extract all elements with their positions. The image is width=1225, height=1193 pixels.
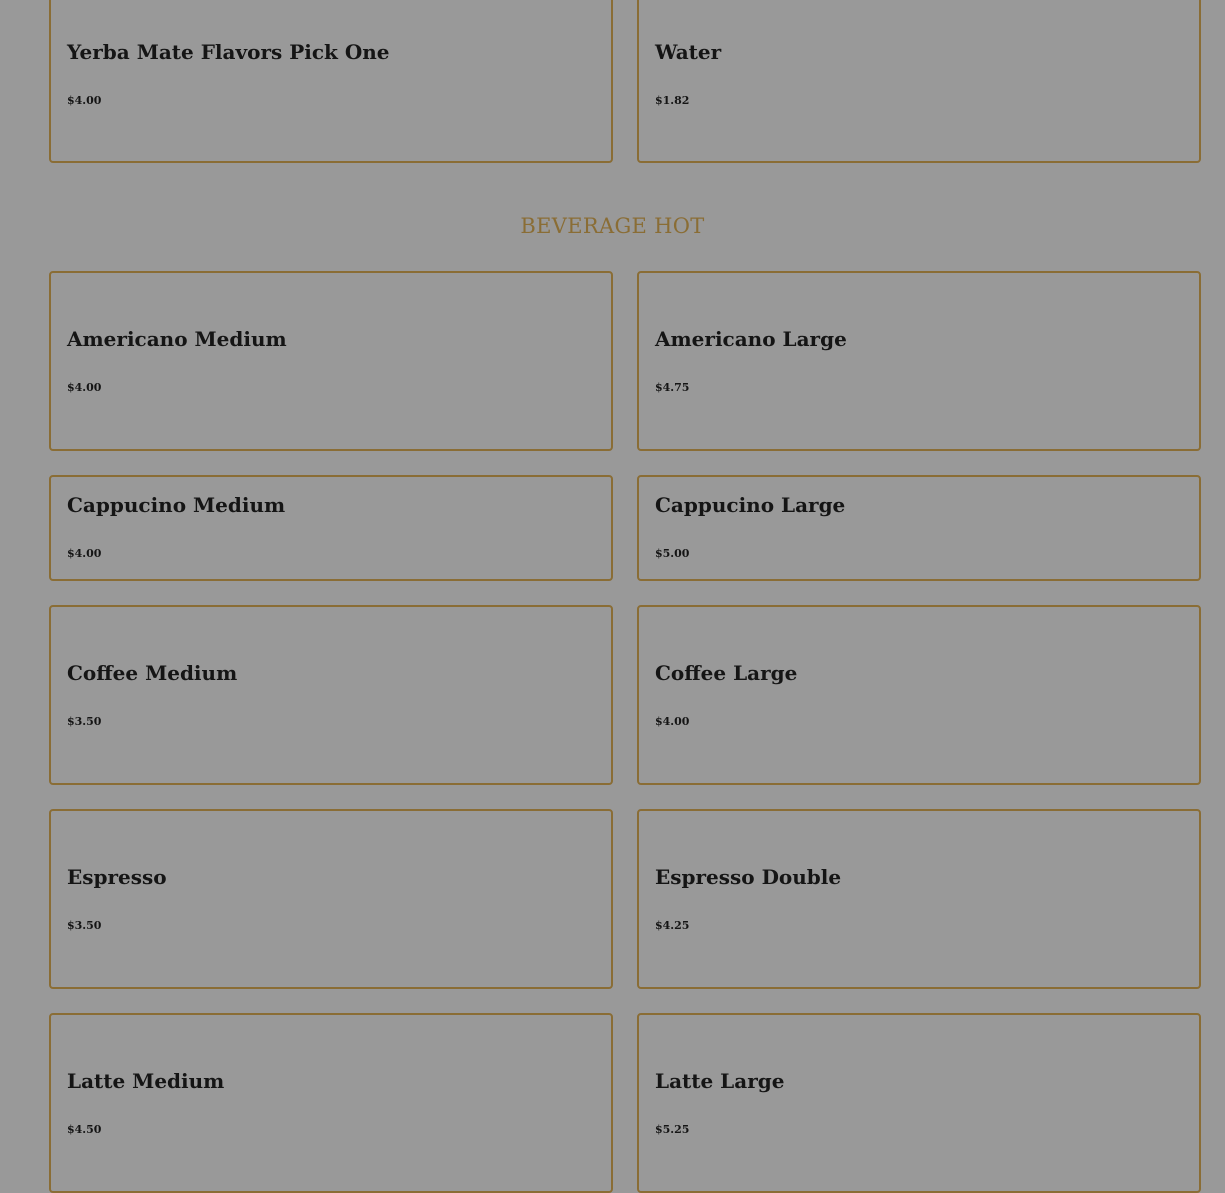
menu-item-card[interactable] xyxy=(49,1013,613,1193)
menu-item-price: $3.50 xyxy=(67,919,102,932)
menu-item-price: $5.00 xyxy=(655,547,690,560)
menu-item-card[interactable] xyxy=(637,809,1201,989)
menu-item-name: Cappucino Large xyxy=(655,493,846,517)
menu-item-price: $4.50 xyxy=(67,1123,102,1136)
menu-item-card[interactable] xyxy=(49,271,613,451)
menu-item-price: $1.82 xyxy=(655,94,690,107)
menu-item-card[interactable] xyxy=(49,809,613,989)
menu-item-name: Espresso Double xyxy=(655,865,842,889)
menu-item-price: $4.75 xyxy=(655,381,690,394)
menu-item-name: Coffee Large xyxy=(655,661,798,685)
menu-item-card[interactable] xyxy=(49,0,613,163)
menu-item-card[interactable] xyxy=(637,605,1201,785)
section-title: BEVERAGE HOT xyxy=(520,214,705,238)
menu-item-name: Coffee Medium xyxy=(67,661,238,685)
menu-item-name: Cappucino Medium xyxy=(67,493,286,517)
menu-item-price: $5.25 xyxy=(655,1123,690,1136)
menu-item-card[interactable] xyxy=(49,605,613,785)
menu-item-price: $4.00 xyxy=(67,381,102,394)
menu-item-price: $4.00 xyxy=(67,94,102,107)
menu-item-card[interactable] xyxy=(637,475,1201,581)
menu-item-name: Yerba Mate Flavors Pick One xyxy=(67,40,390,64)
menu-item-name: Espresso xyxy=(67,865,167,889)
menu-item-card[interactable] xyxy=(637,271,1201,451)
menu-item-name: Water xyxy=(655,40,722,64)
menu-item-price: $4.25 xyxy=(655,919,690,932)
menu-item-price: $3.50 xyxy=(67,715,102,728)
menu-item-card[interactable] xyxy=(637,1013,1201,1193)
menu-item-name: Americano Large xyxy=(655,327,847,351)
menu-item-price: $4.00 xyxy=(67,547,102,560)
menu-item-name: Americano Medium xyxy=(67,327,287,351)
menu-item-name: Latte Large xyxy=(655,1069,785,1093)
menu-item-name: Latte Medium xyxy=(67,1069,225,1093)
menu-item-card[interactable] xyxy=(637,0,1201,163)
menu-item-card[interactable] xyxy=(49,475,613,581)
menu-item-price: $4.00 xyxy=(655,715,690,728)
